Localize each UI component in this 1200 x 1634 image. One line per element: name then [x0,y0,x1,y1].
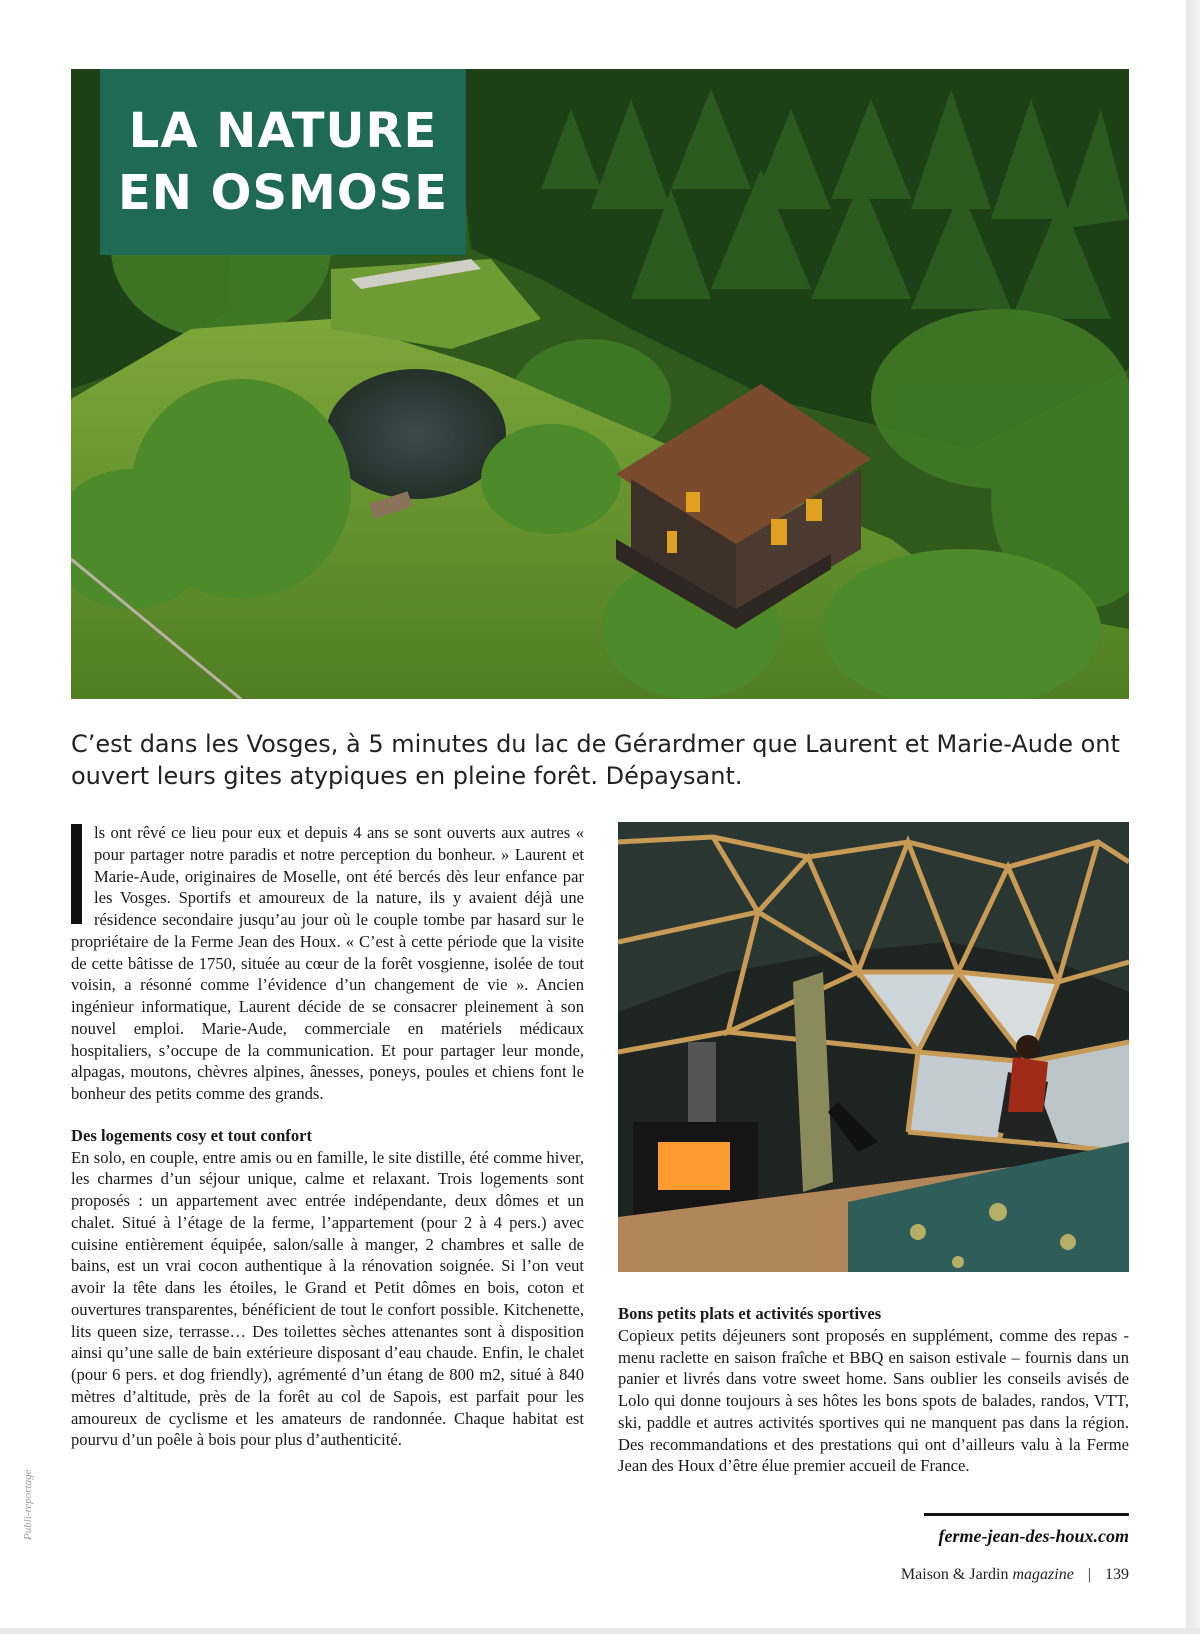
page-bottom-edge [0,1628,1200,1634]
section1-heading: Des logements cosy et tout confort [71,1125,313,1145]
title-box [100,69,466,255]
website-rule [924,1513,1129,1516]
left-column [71,822,584,1451]
side-credit: Publi-reportage [22,1469,34,1540]
magazine-name: Maison & Jardin [900,1566,1009,1583]
footer-separator: | [1087,1566,1091,1583]
title-line-2: EN OSMOSE [118,165,448,221]
dropcap-i [71,824,82,924]
website-link[interactable]: ferme-jean-des-houx.com [938,1526,1129,1546]
page-footer [860,1566,1129,1584]
page-edge [1186,0,1200,1634]
geodesic-dome-illustration [618,822,1129,1272]
section2-paragraph: Copieux petits déjeuners sont proposés en supplément, comme des repas - menu raclette en saison fraîche et BBQ en saison estivale – fournis dans un panier et livrés dans votre sweet home. Sans oublier les conseils avisés de Lolo qui donne toujours à ses hôtes les bons spots de balades, randos, VTT, ski, paddle et autres activités sportives qui ne manquent pas dans la région. Des recommandations et des prestations qui ont d’ailleurs valu à la Ferme Jean des Houx d’être élue premier accueil de France. [618,1325,1129,1476]
intro-paragraph: ls ont rêvé ce lieu pour eux et depuis 4 ans se sont ouverts aux autres « pour partager notre paradis et notre perception du bonheur. » Laurent et Marie-Aude, originaires de Moselle, ont été bercés dès leur enfance par les Vosges. Sportifs et amoureux de la nature, ils y avaient déjà une résidence secondaire jusqu’au jour où le couple tombe par hasard sur le propriétaire de la Ferme Jean des Houx. « C’est à cette période que la visite de cette bâtisse de 1750, située au cœur de la forêt vosgienne, isolée de tout voisin, a résonné comme l’évidence d’un changement de vie ». Ancien ingénieur informatique, Laurent décide de se consacrer pleinement à son nouvel emploi. Marie-Aude, commerciale en matériels médicaux hospitaliers, s’occupe de la communication. Et pour partager leur monde, alpagas, moutons, chèvres alpines, ânesses, poneys, poules et chiens font le bonheur des petits comme des grands. [71,823,584,1103]
page-number: 139 [1105,1566,1129,1583]
title-line-1: LA NATURE [128,103,438,159]
section2-heading: Bons petits plats et activités sportives [618,1304,882,1323]
lede-paragraph: C’est dans les Vosges, à 5 minutes du lac de Gérardmer que Laurent et Marie-Aude ont ouvert leurs gites atypiques en pleine forêt. Dépaysant. [71,730,1120,790]
section1-paragraph: En solo, en couple, entre amis ou en famille, le site distille, été comme hiver, les charmes d’un séjour unique, calme et relaxant. Trois logements sont proposés : un appartement avec entrée indépendante, deux dômes et un chalet. Situé à l’étage de la ferme, l’appartement (pour 2 à 4 pers.) avec cuisine entièrement équipée, salon/salle à manger, 2 chambres et salle de bains, est un vrai cocon authentique à la rénovation soignée. Si l’on veut avoir la tête dans les étoiles, le Grand et Petit dômes en bois, coton et ouvertures transparentes, bénéficient de tout le confort possible. Kitchenette, lits queen size, terrasse… Des toilettes sèches attenantes sont à disposition ainsi qu’une salle de bain extérieure disposant d’eau chaude. Enfin, le chalet (pour 6 pers. et dog friendly), agrémenté d’un étang de 800 m2, situé à 840 mètres d’altitude, près de la forêt au col de Sapois, est parfait pour les amoureux de cyclisme et les amateurs de randonnée. Chaque habitat est pourvu d’un poêle à bois pour plus d’authenticité. [71,1147,584,1450]
magazine-word: magazine [1012,1566,1074,1583]
right-column [618,1303,1129,1477]
dome-interior-photo [618,822,1129,1272]
